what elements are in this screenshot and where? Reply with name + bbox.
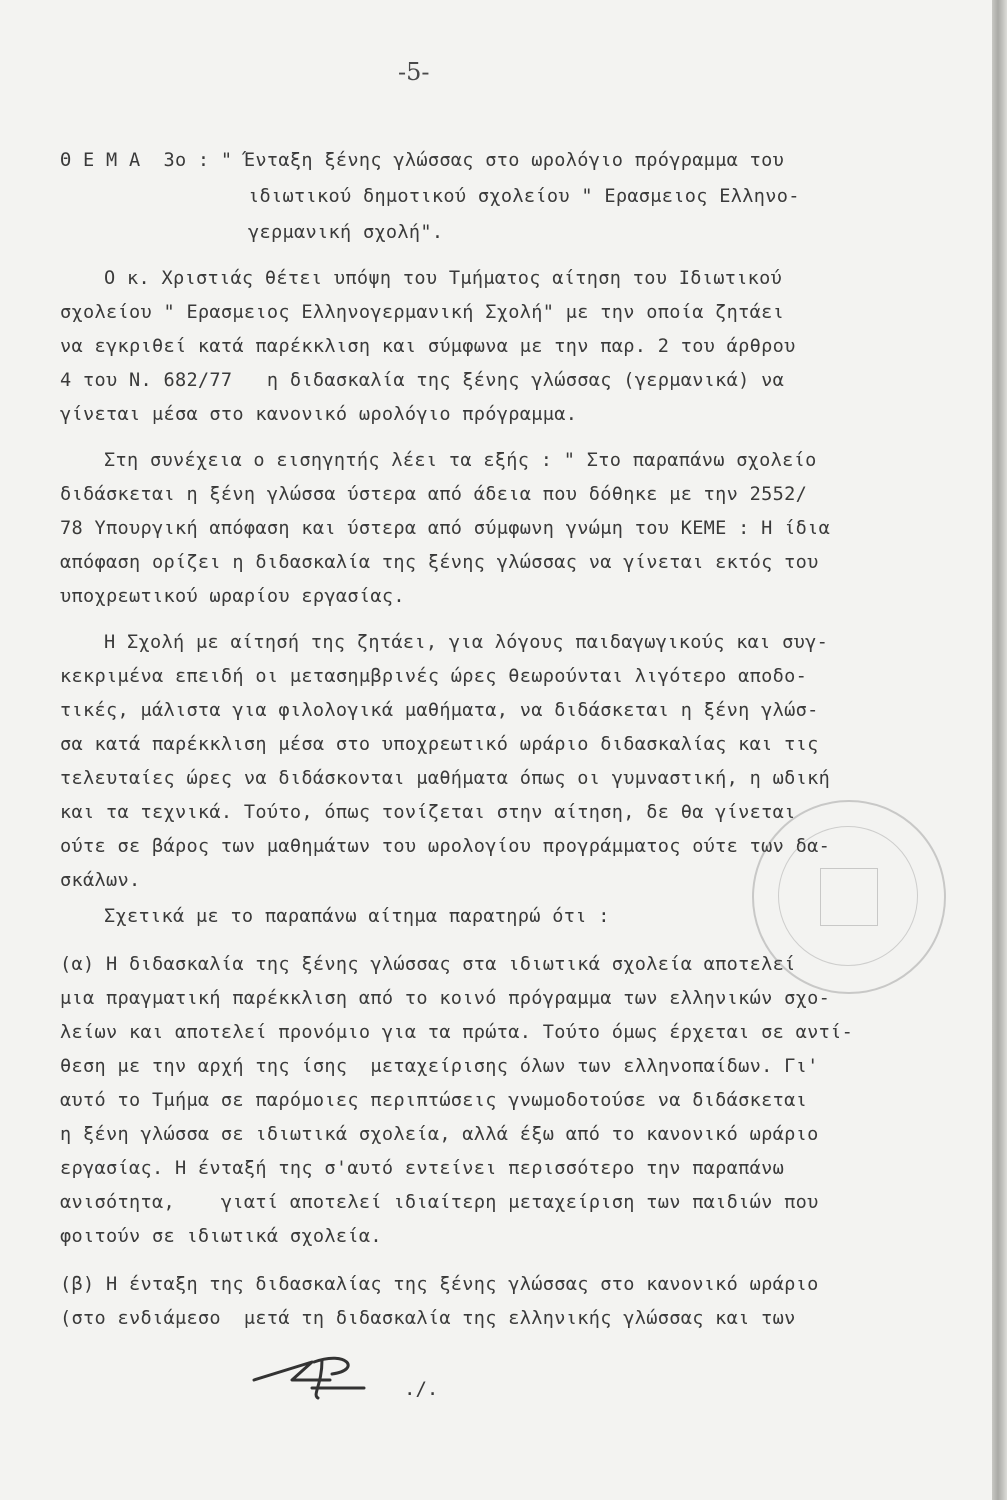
text-line: 4 του Ν. 682/77 η διδασκαλία της ξένης γλώσσας (γερμανικά) να (60, 370, 785, 391)
text-line: (στο ενδιάμεσο μετά τη διδασκαλία της ελληνικής γλώσσας και των (60, 1308, 796, 1329)
text-line: λείων και αποτελεί προνόμιο για τα πρώτα. Τούτο όμως έρχεται σε αντί- (60, 1022, 854, 1043)
text-line: 78 Υπουργική απόφαση και ύστερα από σύμφωνη γνώμη του ΚΕΜΕ : Η ίδια (60, 518, 831, 539)
text-line: εργασίας. Η ένταξή της σ'αυτό εντείνει περισσότερο την παραπάνω (60, 1158, 785, 1179)
text-line: τελευταίες ώρες να διδάσκονται μαθήματα όπως οι γυμναστική, η ωδική (60, 768, 831, 789)
text-line: Η Σχολή με αίτησή της ζητάει, για λόγους παιδαγωγικούς και συγ- (104, 632, 829, 653)
text-line: αυτό το Τμήμα σε παρόμοιες περιπτώσεις γνωμοδοτούσε να διδάσκεται (60, 1090, 808, 1111)
text-line: να εγκριθεί κατά παρέκκλιση και σύμφωνα με την παρ. 2 του άρθρου (60, 336, 796, 357)
text-line: απόφαση ορίζει η διδασκαλία της ξένης γλώσσας να γίνεται εκτός του (60, 552, 819, 573)
signature (252, 1340, 382, 1410)
text-line: (β) Η ένταξη της διδασκαλίας της ξένης γλώσσας στο κανονικό ωράριο (60, 1274, 819, 1295)
text-line: φοιτούν σε ιδιωτικά σχολεία. (60, 1226, 382, 1247)
binding-edge (992, 0, 1007, 1500)
text-line: σχολείου " Ερασμειος Ελληνογερμανική Σχολή" με την οποία ζητάει (60, 302, 785, 323)
text-line: θεση με την αρχή της ίσης μεταχείρισης όλων των ελληνοπαίδων. Γι' (60, 1056, 819, 1077)
text-line: Ο κ. Χριστιάς θέτει υπόψη του Τμήματος αίτηση του Ιδιωτικού (104, 268, 783, 289)
text-line: (α) Η διδασκαλία της ξένης γλώσσας στα ιδιωτικά σχολεία αποτελεί (60, 954, 796, 975)
text-line: ούτε σε βάρος των μαθημάτων του ωρολογίου προγράμματος ούτε των δα- (60, 836, 831, 857)
text-line: υποχρεωτικού ωραρίου εργασίας. (60, 586, 405, 607)
text-line: Σχετικά με το παραπάνω αίτημα παρατηρώ ότι : (104, 906, 610, 927)
text-line: σκάλων. (60, 870, 141, 891)
text-line: Στη συνέχεια ο εισηγητής λέει τα εξής : " Στο παραπάνω σχολείο (104, 450, 817, 471)
text-line: Θ Ε Μ Α 3ο : " Ένταξη ξένης γλώσσας στο ωρολόγιο πρόγραμμα του (60, 150, 785, 171)
text-line: κεκριμένα επειδή οι μετασημβρινές ώρες θεωρούνται λιγότερο αποδο- (60, 666, 808, 687)
text-line: γίνεται μέσα στο κανονικό ωρολόγιο πρόγραμμα. (60, 404, 578, 425)
text-line: και τα τεχνικά. Τούτο, όπως τονίζεται στην αίτηση, δε θα γίνεται (60, 802, 796, 823)
official-stamp (752, 800, 946, 994)
stamp-crest-icon (820, 868, 878, 926)
text-line: η ξένη γλώσσα σε ιδιωτικά σχολεία, αλλά έξω από το κανονικό ωράριο (60, 1124, 819, 1145)
text-line: σα κατά παρέκκλιση μέσα στο υποχρεωτικό ωράριο διδασκαλίας και τις (60, 734, 819, 755)
text-line: μια πραγματική παρέκκλιση από το κοινό πρόγραμμα των ελληνικών σχο- (60, 988, 831, 1009)
page-number: -5- (398, 58, 430, 86)
text-line: ανισότητα, γιατί αποτελεί ιδιαίτερη μεταχείριση των παιδιών που (60, 1192, 819, 1213)
text-line: τικές, μάλιστα για φιλολογικά μαθήματα, να διδάσκεται η ξένη γλώσ- (60, 700, 819, 721)
continuation-mark: ./. (404, 1378, 439, 1400)
text-line: ιδιωτικού δημοτικού σχολείου " Ερασμειος Ελληνο- (248, 186, 800, 207)
text-line: γερμανική σχολή". (248, 222, 444, 243)
text-line: διδάσκεται η ξένη γλώσσα ύστερα από άδεια που δόθηκε με την 2552/ (60, 484, 808, 505)
